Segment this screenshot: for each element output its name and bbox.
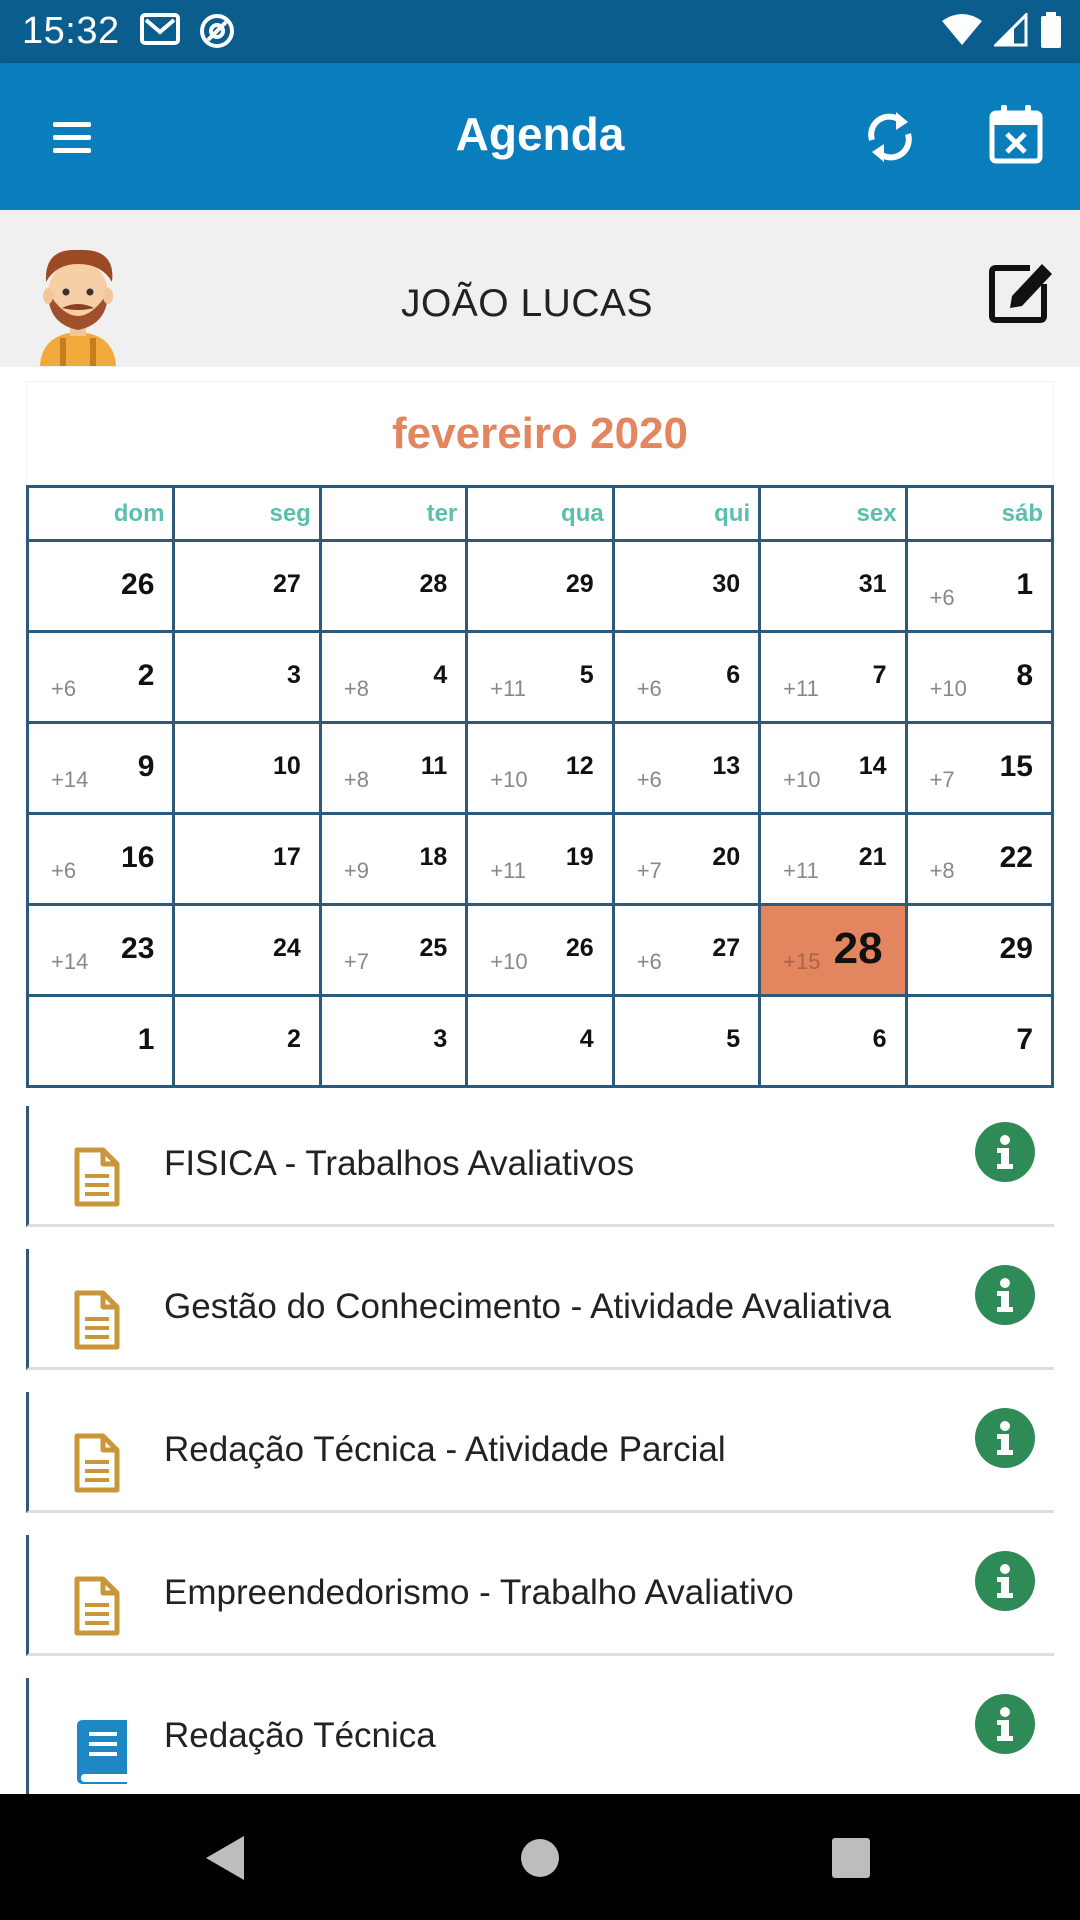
calendar-clear-icon [988, 103, 1044, 165]
calendar-day[interactable] [468, 906, 614, 997]
event-count: +7 [636, 858, 662, 883]
event-item[interactable] [26, 1678, 1054, 1799]
calendar-day[interactable] [175, 542, 321, 633]
recents-button[interactable] [830, 1834, 872, 1887]
document-icon [73, 1432, 121, 1494]
gmail-icon [140, 12, 180, 51]
calendar-day[interactable] [615, 633, 761, 724]
calendar-day[interactable] [468, 724, 614, 815]
day-number: 29 [999, 932, 1033, 965]
calendar-day[interactable] [29, 542, 175, 633]
day-number: 1 [1016, 568, 1033, 601]
calendar-day[interactable] [322, 542, 468, 633]
day-number: 13 [712, 752, 741, 780]
event-count: +6 [636, 949, 662, 974]
day-number: 19 [565, 843, 594, 871]
day-number: 20 [712, 843, 741, 871]
calendar-day[interactable] [29, 906, 175, 997]
calendar-day[interactable] [615, 724, 761, 815]
event-count: +10 [783, 767, 821, 792]
user-name: JOÃO LUCAS [400, 282, 654, 325]
calendar-day[interactable] [468, 542, 614, 633]
day-number: 7 [872, 661, 887, 689]
edit-profile-button[interactable] [986, 256, 1056, 326]
day-number: 2 [286, 1025, 301, 1053]
weekday-header: dom [29, 488, 175, 542]
calendar-day[interactable] [615, 815, 761, 906]
weekday-header: sáb [908, 488, 1054, 542]
calendar-day[interactable] [322, 906, 468, 997]
sync-button[interactable] [862, 106, 918, 168]
day-number: 10 [273, 752, 301, 780]
event-count: +8 [343, 676, 369, 701]
profile-header [0, 210, 1080, 367]
day-number: 15 [999, 750, 1033, 783]
calendar-day[interactable] [175, 724, 321, 815]
day-number: 28 [419, 570, 448, 598]
calendar-day[interactable] [175, 815, 321, 906]
day-number: 26 [121, 568, 155, 601]
calendar-day[interactable] [175, 906, 321, 997]
weekday-header: sex [761, 488, 907, 542]
calendar-day[interactable] [908, 997, 1054, 1088]
event-count: +8 [929, 858, 955, 883]
calendar-day[interactable] [908, 724, 1054, 815]
at-sign-icon [198, 12, 236, 55]
calendar-day[interactable] [175, 997, 321, 1088]
event-item[interactable] [26, 1249, 1054, 1370]
calendar-day[interactable] [615, 542, 761, 633]
calendar [26, 381, 1054, 1088]
calendar-day[interactable] [468, 815, 614, 906]
back-icon [204, 1834, 248, 1882]
calendar-day[interactable] [468, 633, 614, 724]
event-count: +6 [51, 858, 77, 883]
calendar-day[interactable] [322, 724, 468, 815]
event-title: Redação Técnica [164, 1716, 436, 1755]
recents-icon [830, 1834, 872, 1882]
calendar-day[interactable] [908, 633, 1054, 724]
day-number: 6 [726, 661, 741, 689]
document-icon [73, 1146, 121, 1208]
signal-icon [994, 13, 1028, 52]
event-item[interactable] [26, 1392, 1054, 1513]
app-bar [0, 63, 1080, 210]
event-count: +14 [51, 949, 89, 974]
status-time: 15:32 [22, 10, 120, 52]
day-number: 4 [433, 661, 448, 689]
status-bar [0, 0, 1080, 63]
calendar-day[interactable] [908, 542, 1054, 633]
info-button[interactable] [975, 1408, 1035, 1468]
day-number: 11 [420, 752, 448, 780]
calendar-day[interactable] [322, 997, 468, 1088]
day-number: 27 [712, 934, 741, 962]
day-number: 26 [565, 934, 594, 962]
book-icon [73, 1718, 121, 1780]
event-count: +11 [490, 858, 526, 883]
event-count: +11 [783, 676, 819, 701]
event-count: +6 [929, 585, 955, 610]
day-number: 8 [1016, 659, 1033, 692]
battery-icon [1040, 12, 1062, 53]
event-item[interactable] [26, 1106, 1054, 1227]
event-count: +7 [929, 767, 955, 792]
calendar-day[interactable] [908, 815, 1054, 906]
day-number: 22 [999, 841, 1033, 874]
day-number: 17 [273, 843, 301, 871]
info-button[interactable] [975, 1265, 1035, 1325]
calendar-day[interactable] [908, 906, 1054, 997]
month-title: fevereiro 2020 [26, 381, 1054, 485]
day-number: 2 [137, 659, 155, 692]
day-number: 4 [579, 1025, 594, 1053]
day-number: 18 [419, 843, 448, 871]
weekday-header: seg [175, 488, 321, 542]
day-number: 27 [273, 570, 301, 598]
home-button[interactable] [520, 1834, 560, 1887]
wifi-icon [942, 13, 982, 52]
day-number: 7 [1016, 1023, 1033, 1056]
event-count: +6 [636, 767, 662, 792]
edit-icon [986, 256, 1056, 326]
calendar-day[interactable] [29, 633, 175, 724]
day-number: 6 [872, 1025, 887, 1053]
event-count: +14 [51, 767, 89, 792]
day-number: 1 [137, 1023, 155, 1056]
day-number: 21 [858, 843, 887, 871]
calendar-day[interactable] [175, 633, 321, 724]
navigation-bar [0, 1794, 1080, 1920]
event-count: +6 [51, 676, 77, 701]
calendar-day[interactable] [761, 997, 907, 1088]
event-count: +10 [490, 767, 528, 792]
day-number: 30 [712, 570, 741, 598]
event-item[interactable] [26, 1535, 1054, 1656]
calendar-day[interactable] [761, 633, 907, 724]
event-count: +8 [343, 767, 369, 792]
event-title: Gestão do Conhecimento - Atividade Avaliativa [164, 1287, 892, 1326]
event-count: +10 [490, 949, 528, 974]
weekday-header: qui [615, 488, 761, 542]
calendar-day[interactable] [322, 815, 468, 906]
calendar-day[interactable] [761, 724, 907, 815]
calendar-day[interactable] [322, 633, 468, 724]
day-number: 25 [419, 934, 448, 962]
info-button[interactable] [975, 1694, 1035, 1754]
event-count: +6 [636, 676, 662, 701]
event-count: +7 [343, 949, 369, 974]
calendar-day[interactable] [29, 997, 175, 1088]
day-number: 12 [565, 752, 594, 780]
day-number: 16 [121, 841, 155, 874]
weekday-header: qua [468, 488, 614, 542]
calendar-day-selected[interactable] [761, 906, 907, 997]
day-number: 24 [273, 934, 301, 962]
event-count: +10 [929, 676, 967, 701]
event-count: +11 [490, 676, 526, 701]
info-button[interactable] [975, 1551, 1035, 1611]
events-list [26, 1106, 1054, 1821]
day-number: 9 [137, 750, 155, 783]
event-title: FISICA - Trabalhos Avaliativos [164, 1144, 635, 1183]
day-number: 29 [565, 570, 594, 598]
page-title: Agenda [455, 108, 625, 160]
calendar-clear-button[interactable] [988, 103, 1044, 165]
event-title: Empreendedorismo - Trabalho Avaliativo [164, 1573, 794, 1612]
day-number: 14 [858, 752, 887, 780]
weekday-header: ter [322, 488, 468, 542]
event-count: +15 [783, 949, 821, 974]
calendar-day[interactable] [761, 815, 907, 906]
event-title: Redação Técnica - Atividade Parcial [164, 1430, 726, 1469]
calendar-day[interactable] [761, 542, 907, 633]
day-number: 28 [833, 924, 883, 973]
document-icon [73, 1289, 121, 1351]
event-count: +9 [343, 858, 369, 883]
day-number: 5 [726, 1025, 741, 1053]
document-icon [73, 1575, 121, 1637]
home-icon [520, 1834, 560, 1882]
back-button[interactable] [204, 1834, 248, 1887]
calendar-day[interactable] [29, 724, 175, 815]
info-button[interactable] [975, 1122, 1035, 1182]
day-number: 3 [433, 1025, 448, 1053]
calendar-day[interactable] [468, 997, 614, 1088]
day-number: 23 [121, 932, 155, 965]
sync-icon [862, 106, 918, 168]
calendar-day[interactable] [29, 815, 175, 906]
event-count: +11 [783, 858, 819, 883]
calendar-day[interactable] [615, 906, 761, 997]
day-number: 31 [858, 570, 887, 598]
calendar-grid [26, 485, 1054, 1088]
day-number: 5 [579, 661, 594, 689]
day-number: 3 [286, 661, 301, 689]
calendar-day[interactable] [615, 997, 761, 1088]
